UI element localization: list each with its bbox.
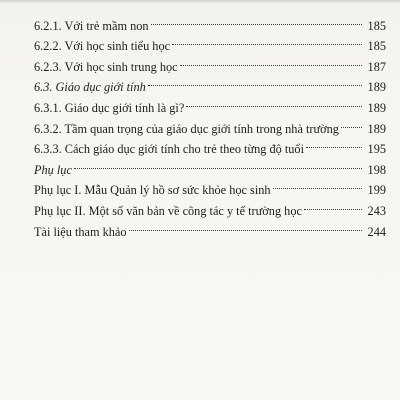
toc-entry-page: 185 (367, 18, 386, 33)
toc-entry (34, 215, 386, 239)
toc-entry-title: Tài liệu tham khảo (34, 224, 127, 239)
toc-list (34, 9, 386, 239)
toc-entry (34, 112, 386, 136)
toc-leader-dots (180, 50, 362, 71)
toc-entry-title: Phụ lục I. Mẫu Quản lý hồ sơ sức khỏe học sinh (34, 183, 271, 198)
toc-leader-dots (151, 9, 362, 30)
table-of-contents (34, 0, 389, 240)
toc-entry-title: Phụ lục (34, 162, 72, 177)
toc-entry (34, 50, 386, 74)
toc-entry-title: 6.3. Giáo dục giới tính (34, 80, 146, 95)
toc-leader-dots (273, 174, 362, 195)
cut-off-line-fragment (34, 0, 374, 2)
toc-entry-page: 185 (367, 39, 386, 54)
toc-leader-dots (186, 91, 362, 112)
toc-leader-dots (148, 71, 362, 92)
toc-entry-title: 6.3.1. Giáo dục giới tính là gì? (34, 100, 185, 115)
toc-leader-dots (74, 153, 362, 174)
toc-entry-page: 198 (367, 162, 386, 177)
toc-entry (34, 174, 386, 198)
toc-entry-page: 199 (367, 183, 386, 198)
toc-leader-dots (172, 30, 362, 51)
toc-entry-title: 6.2.1. Với trẻ mầm non (34, 18, 149, 33)
toc-section-heading (34, 71, 386, 95)
toc-entry-page: 187 (367, 59, 386, 74)
toc-entry-page: 189 (367, 121, 386, 136)
toc-entry-page: 243 (367, 203, 386, 218)
toc-entry-title: 6.2.2. Với học sinh tiểu học (34, 39, 171, 54)
toc-entry-page: 189 (367, 100, 386, 115)
toc-entry (34, 30, 386, 54)
toc-leader-dots (129, 215, 362, 236)
toc-entry-title: 6.3.2. Tầm quan trọng của giáo dục giới tính trong nhà trường (34, 121, 339, 136)
toc-entry-title: Phụ lục II. Một số văn bản về công tác y tế trường học (34, 203, 302, 218)
toc-leader-dots (341, 112, 362, 133)
toc-entry (34, 133, 386, 157)
toc-section-heading (34, 153, 386, 177)
toc-entry-title: 6.2.3. Với học sinh trung học (34, 59, 178, 74)
toc-leader-dots (304, 194, 362, 215)
toc-entry-title: 6.3.3. Cách giáo dục giới tính cho trẻ theo từng độ tuổi (34, 142, 304, 157)
toc-entry-page: 195 (367, 142, 386, 157)
toc-entry (34, 194, 386, 218)
toc-entry (34, 91, 386, 115)
toc-leader-dots (306, 133, 362, 154)
toc-entry-page: 189 (367, 80, 386, 95)
toc-entry (34, 9, 386, 33)
toc-entry-page: 244 (367, 224, 386, 239)
